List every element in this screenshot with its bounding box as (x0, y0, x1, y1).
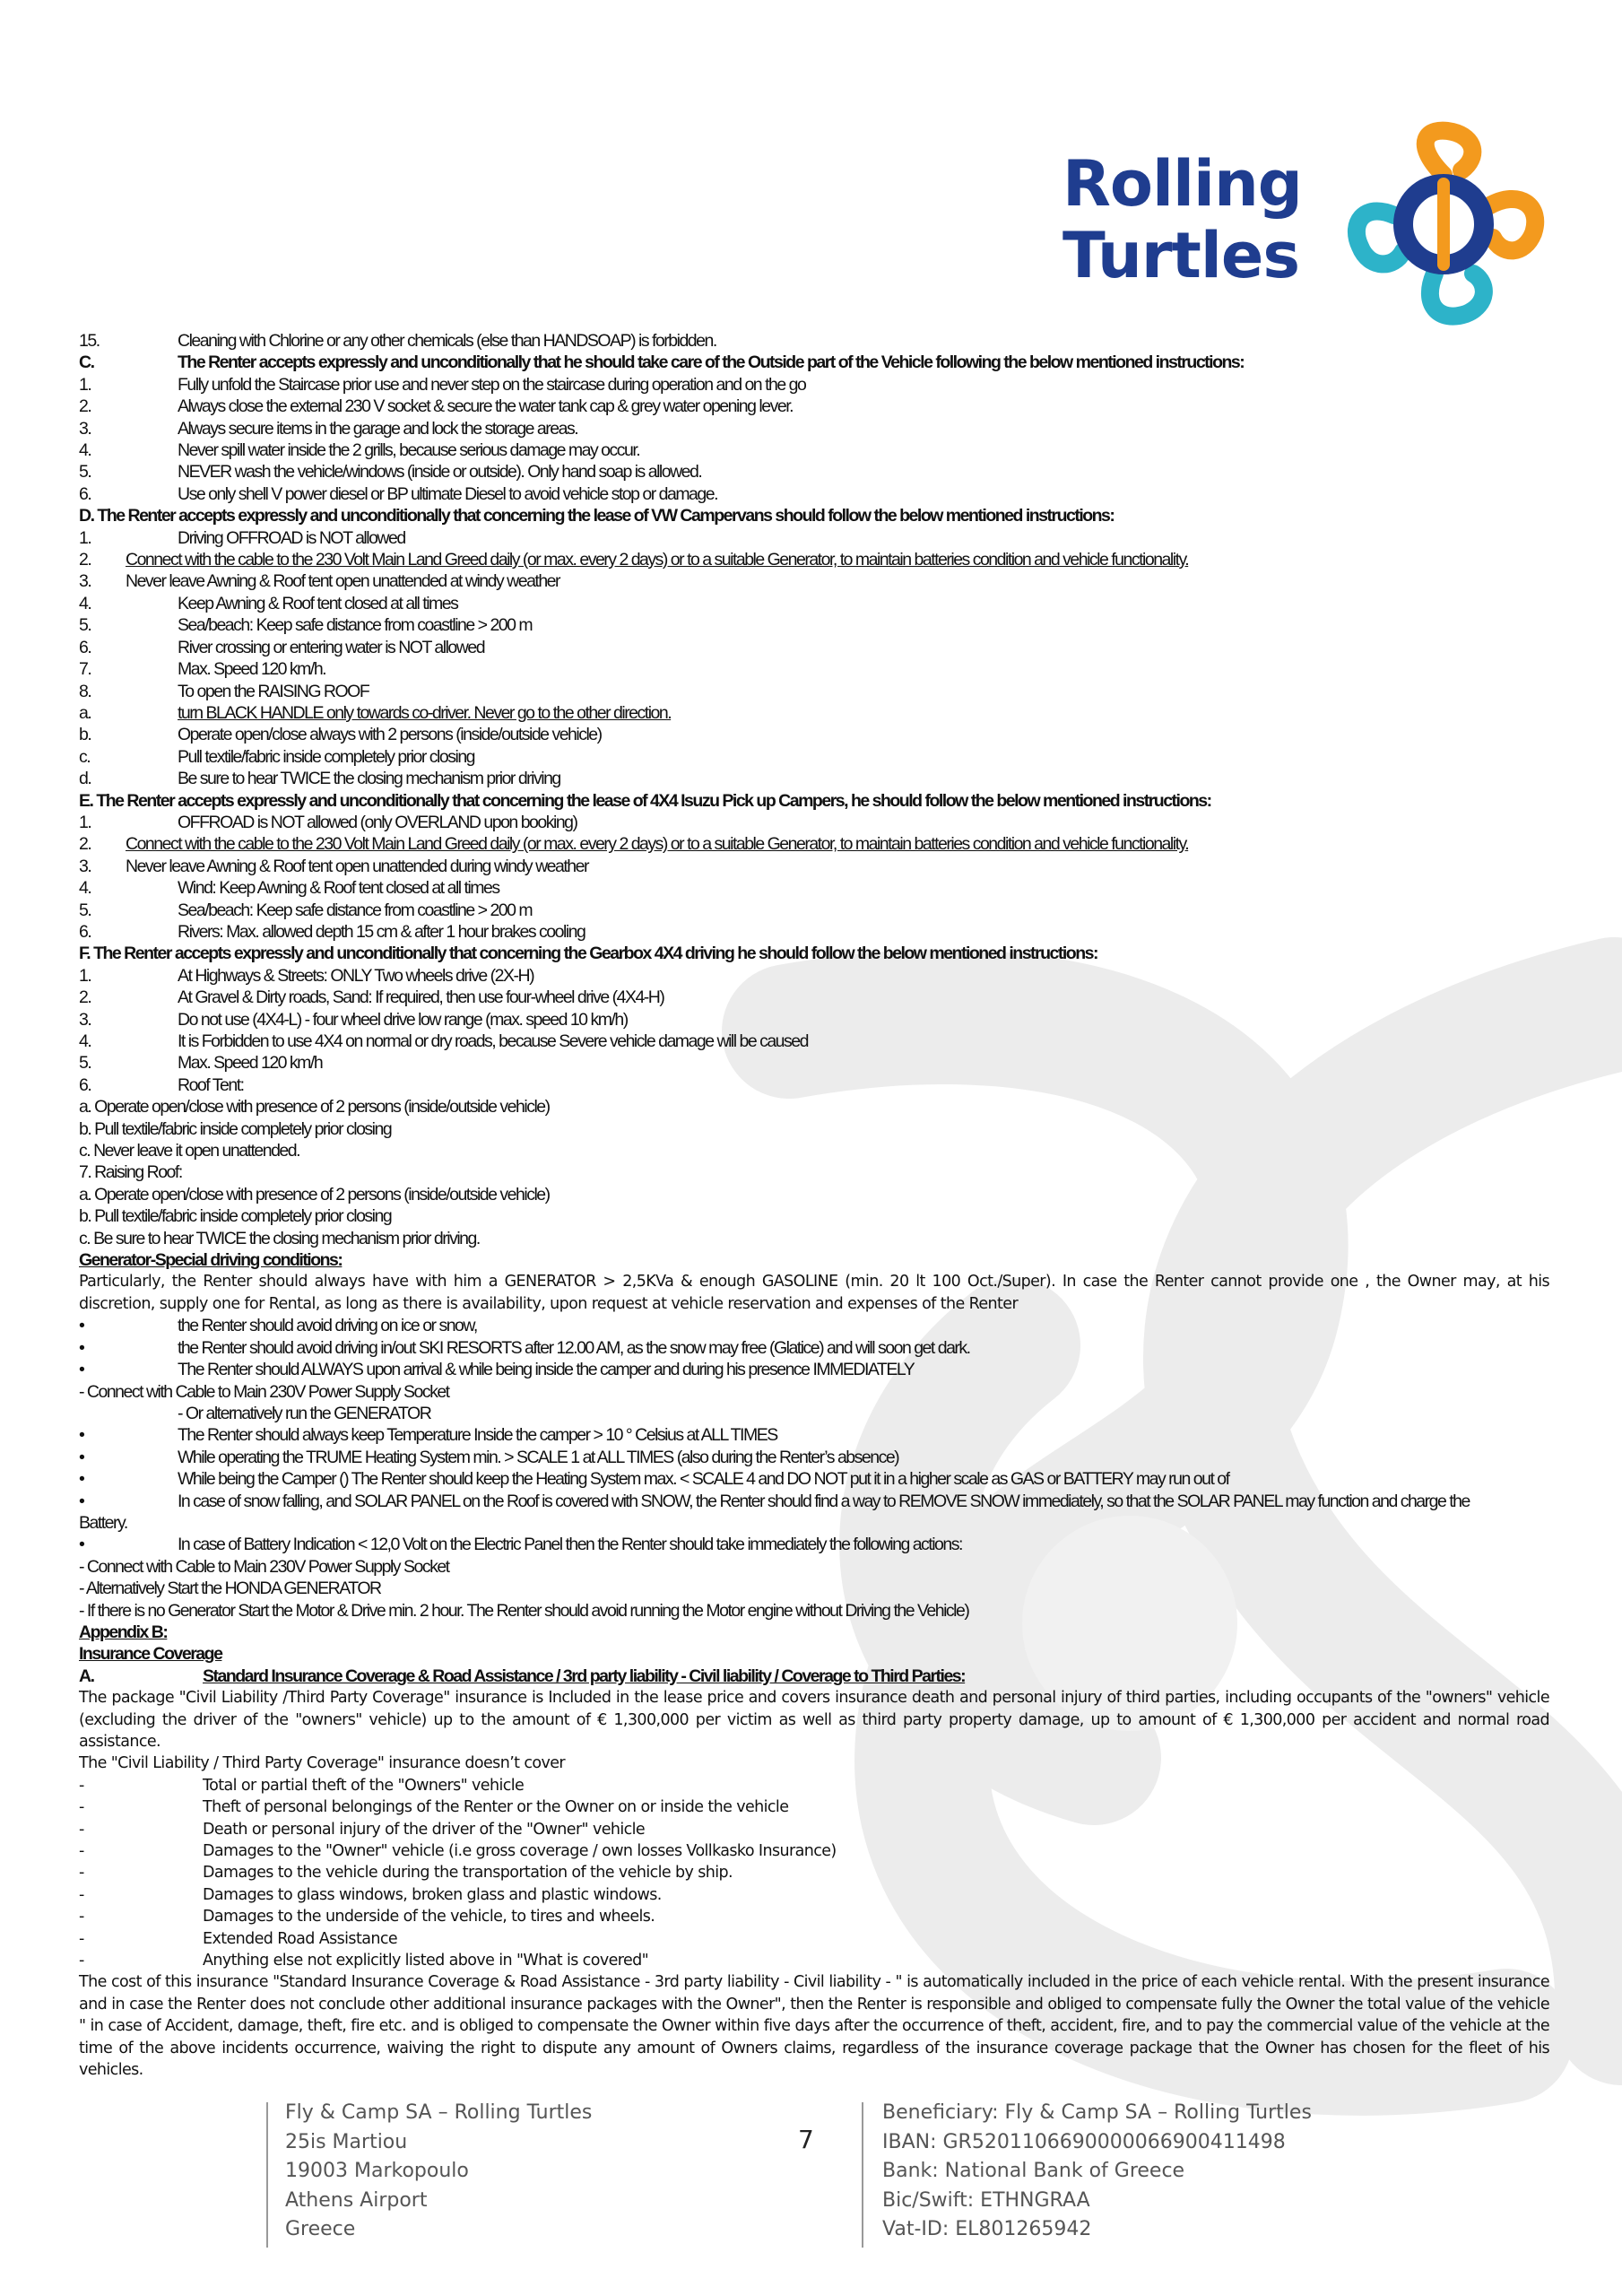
footer-country: Greece (285, 2218, 356, 2240)
clause-text: - Connect with Cable to Main 230V Power Supply Socket (79, 1556, 449, 1577)
footer-beneficiary: Beneficiary: Fly & Camp SA – Rolling Turtles (882, 2101, 1312, 2124)
clause-line (79, 987, 1549, 1008)
clause-line (79, 549, 1549, 570)
clause-line (79, 505, 1549, 526)
clause-line (79, 1161, 1549, 1183)
clause-number: • (79, 1425, 84, 1446)
clause-line (79, 900, 1549, 921)
clause-line (79, 1468, 1549, 1490)
clause-number: 2. (79, 987, 91, 1008)
clause-text: 7. Raising Roof: (79, 1162, 182, 1183)
clause-text: Operate open/close always with 2 persons (inside/outside vehicle) (178, 725, 602, 745)
exclusion-dash: - (79, 1952, 84, 1970)
clause-number: • (79, 1535, 84, 1555)
insurance-heading-text: Standard Insurance Coverage & Road Assistance / 3rd party liability - Civil liability / Coverage to Third Parties: (203, 1665, 966, 1686)
clause-text: The Renter should ALWAYS upon arrival & while being inside the camper and during his presence IMMEDIATELY (178, 1360, 915, 1380)
clause-line (79, 1403, 1549, 1424)
clause-line (79, 330, 1549, 352)
clause-text: In case of snow falling, and SOLAR PANEL on the Roof is covered with SNOW, the Renter should find a way to REMOVE SNOW immediately, so that the SOLAR PANEL may function and charge the (178, 1491, 1470, 1511)
clause-number: 6. (79, 637, 91, 657)
clause-line (79, 1600, 1549, 1622)
clause-number: 1. (79, 527, 91, 548)
clause-line (79, 1643, 1549, 1665)
exclusion-item (79, 1928, 1549, 1950)
clause-number: 6. (79, 483, 91, 504)
clause-line (79, 483, 1549, 505)
clause-text: - Connect with Cable to Main 230V Power Supply Socket (79, 1381, 449, 1402)
clause-text: Cleaning with Chlorine or any other chemicals (else than HANDSOAP) is forbidden. (178, 331, 716, 351)
clause-text: To open the RAISING ROOF (178, 681, 369, 701)
clause-line (79, 746, 1549, 768)
insurance-heading-letter: A. (79, 1665, 94, 1686)
clause-number: 7. (79, 659, 91, 680)
logo-line-1: Rolling (1063, 147, 1302, 221)
clause-line (79, 965, 1549, 987)
clause-number: 15. (79, 331, 100, 351)
clause-text: While being the Camper () The Renter should keep the Heating System max. < SCALE 4 and DO NOT put it in a higher scale as GAS or BATTERY may run out of (178, 1469, 1229, 1490)
clause-line (79, 352, 1549, 373)
clause-number: c. (79, 746, 91, 767)
clause-line (79, 658, 1549, 680)
clause-number: 1. (79, 374, 91, 395)
clause-text: River crossing or entering water is NOT allowed (178, 637, 485, 657)
clause-text: Generator-Special driving conditions: (79, 1250, 343, 1271)
clause-line (79, 1534, 1549, 1555)
exclusion-item (79, 1950, 1549, 1971)
exclusion-text: Damages to the "Owner" vehicle (i.e gross coverage / own losses Vollkasko Insurance) (203, 1842, 837, 1861)
clause-line (79, 637, 1549, 658)
clause-text: turn BLACK HANDLE only towards co-driver. Never go to the other direction. (178, 702, 672, 723)
clause-number: a. (79, 702, 91, 723)
clause-line (79, 681, 1549, 702)
clause-number: • (79, 1447, 84, 1467)
clause-number: 6. (79, 1074, 91, 1095)
clause-line (79, 724, 1549, 745)
clause-line (79, 1052, 1549, 1074)
insurance-heading (79, 1665, 1549, 1687)
clause-text: Never leave Awning & Roof tent open unattended during windy weather (126, 856, 588, 876)
clause-number: 5. (79, 1053, 91, 1074)
footer-street: 25is Martiou (285, 2130, 408, 2153)
footer-bank: Bank: National Bank of Greece (882, 2160, 1185, 2182)
clause-text: - If there is no Generator Start the Motor & Drive min. 2 hour. The Renter should avoid running the Motor engine without Driving the Vehicle) (79, 1600, 969, 1621)
footer-iban: IBAN: GR5201106690000066900411498 (882, 2130, 1286, 2153)
clause-text: Roof Tent: (178, 1074, 244, 1095)
clause-number: 3. (79, 1009, 91, 1030)
clause-text: OFFROAD is NOT allowed (only OVERLAND upon booking) (178, 812, 577, 832)
clause-line (79, 1359, 1549, 1380)
clause-text: Fully unfold the Staircase prior use and never step on the staircase during operation and on the go (178, 374, 806, 395)
clause-number: 1. (79, 965, 91, 986)
clause-number: • (79, 1360, 84, 1380)
clause-text: Pull textile/fabric inside completely prior closing (178, 746, 475, 767)
clause-line (79, 1096, 1549, 1118)
clause-line (79, 1337, 1549, 1359)
clause-text: It is Forbidden to use 4X4 on normal or dry roads, because Severe vehicle damage will be caused (178, 1031, 808, 1051)
clause-text: While operating the TRUME Heating System min. > SCALE 1 at ALL TIMES (also during the Renter’s absence) (178, 1447, 899, 1467)
clause-number: 3. (79, 856, 91, 876)
clause-number: 6. (79, 921, 91, 942)
clause-text: Be sure to hear TWICE the closing mechanism prior driving (178, 769, 560, 789)
clause-text: Connect with the cable to the 230 Volt Main Land Greed daily (or max. every 2 days) or to a suitable Generator, to maintain batteries condition and vehicle functionality. (126, 550, 1189, 570)
clause-number: • (79, 1469, 84, 1490)
footer-company: Fly & Camp SA – Rolling Turtles (285, 2101, 593, 2124)
clause-number: • (79, 1491, 84, 1511)
insurance-cost-paragraph: The cost of this insurance "Standard Insurance Coverage & Road Assistance - 3rd party liability - Civil liability - " is automatically included in the price of each vehicle rental. With the present insurance and in case the Renter does not conclude other additional insurance packages with the Owner", then the Renter is responsible and obliged to compensate fully the Owner the total value of the vehicle " in case of Accident, damage, theft, fire etc. and is obliged to compensate the Owner within five days after the occurrence of theft, accident, fire, and to pay the commercial value of the vehicle at the time of the above incidents occurrence, waiving the right to dispute any amount of Owners claims, regardless of the insurance coverage package that the Owner has chosen for the fleet of his vehicles. (79, 1973, 1549, 2080)
clause-line (79, 461, 1549, 483)
exclusion-item (79, 1884, 1549, 1906)
exclusion-dash: - (79, 1776, 84, 1795)
clause-line (79, 833, 1549, 855)
clause-text: a. Operate open/close with presence of 2 persons (inside/outside vehicle) (79, 1097, 550, 1118)
clause-number: b. (79, 725, 91, 745)
clause-number: • (79, 1337, 84, 1358)
clause-line (79, 1491, 1549, 1512)
brand-logo (1063, 121, 1565, 327)
clause-text: - Alternatively Start the HONDA GENERATOR (79, 1578, 381, 1599)
clause-number: 5. (79, 462, 91, 483)
clause-text: Sea/beach: Keep safe distance from coastline > 200 m (178, 615, 533, 636)
clause-number: 5. (79, 615, 91, 636)
clause-text: Max. Speed 120 km/h. (178, 659, 326, 680)
clause-line (79, 418, 1549, 439)
clause-text: Always secure items in the garage and lock the storage areas. (178, 418, 578, 439)
exclusion-text: Extended Road Assistance (203, 1929, 398, 1948)
clause-number: 4. (79, 440, 91, 461)
exclusion-dash: - (79, 1864, 84, 1883)
exclusion-item (79, 1840, 1549, 1862)
clause-line (79, 396, 1549, 417)
clause-text: Battery. (79, 1512, 127, 1533)
clause-line (79, 1031, 1549, 1052)
clause-line (79, 1184, 1549, 1205)
clause-line (79, 1424, 1549, 1446)
exclusion-dash: - (79, 1929, 84, 1948)
footer-bank-details (882, 2099, 1312, 2245)
footer-divider-right (862, 2102, 863, 2248)
clause-text: Keep Awning & Roof tent closed at all times (178, 593, 458, 613)
clause-line (79, 1271, 1549, 1315)
clause-line (79, 790, 1549, 812)
clause-text: b. Pull textile/fabric inside completely prior closing (79, 1206, 392, 1227)
clause-line (79, 812, 1549, 833)
page-footer (0, 2099, 1622, 2260)
clause-line (79, 1228, 1549, 1249)
clause-line (79, 702, 1549, 724)
clause-text: a. Operate open/close with presence of 2 persons (inside/outside vehicle) (79, 1184, 550, 1205)
clause-number: 2. (79, 834, 91, 855)
exclusion-text: Death or personal injury of the driver of the "Owner" vehicle (203, 1820, 646, 1839)
exclusion-text: Damages to the vehicle during the transportation of the vehicle by ship. (203, 1864, 733, 1883)
clause-text: The Renter should always keep Temperature Inside the camper > 10 ° Celsius at ALL TIMES (178, 1425, 777, 1446)
clause-text: F. The Renter accepts expressly and unconditionally that concerning the Gearbox 4X4 driving he should follow the below mentioned instructions: (79, 944, 1097, 964)
clause-line (79, 943, 1549, 964)
clause-line (79, 570, 1549, 592)
clause-line (79, 614, 1549, 636)
footer-vat: Vat-ID: EL801265942 (882, 2218, 1092, 2240)
clause-text: D. The Renter accepts expressly and unconditionally that concerning the lease of VW Campervans should follow the below mentioned instructions: (79, 506, 1115, 526)
clause-number: 2. (79, 550, 91, 570)
clause-line (79, 1118, 1549, 1140)
exclusion-dash: - (79, 1842, 84, 1861)
clause-line (79, 1578, 1549, 1599)
exclusion-item (79, 1862, 1549, 1883)
clause-number: 4. (79, 593, 91, 613)
footer-company-address (285, 2099, 592, 2245)
clause-text: c. Never leave it open unattended. (79, 1141, 300, 1161)
clause-line (79, 527, 1549, 549)
footer-swift: Bic/Swift: ETHNGRAA (882, 2188, 1090, 2212)
clause-number: 3. (79, 418, 91, 439)
exclusion-dash: - (79, 1798, 84, 1817)
exclusion-text: Theft of personal belongings of the Renter or the Owner on or inside the vehicle (203, 1798, 789, 1817)
clause-text: Never leave Awning & Roof tent open unattended at windy weather (126, 571, 560, 592)
page-number: 7 (798, 2125, 814, 2154)
clause-text: Sea/beach: Keep safe distance from coastline > 200 m (178, 900, 533, 920)
clause-line (79, 1447, 1549, 1468)
exclusion-item (79, 1775, 1549, 1796)
clause-number: 1. (79, 812, 91, 832)
clause-text: Rivers: Max. allowed depth 15 cm & after 1 hour brakes cooling (178, 921, 585, 942)
clause-number: 3. (79, 571, 91, 592)
clause-text: Connect with the cable to the 230 Volt Main Land Greed daily (or max. every 2 days) or to a suitable Generator, to maintain batteries condition and vehicle functionality. (126, 834, 1189, 855)
clause-text: Do not use (4X4-L) - four wheel drive low range (max. speed 10 km/h) (178, 1009, 628, 1030)
exclusion-dash: - (79, 1885, 84, 1904)
clause-text: The Renter accepts expressly and unconditionally that he should take care of the Outside part of the Vehicle following the below mentioned instructions: (178, 352, 1245, 373)
exclusion-dash: - (79, 1908, 84, 1926)
clause-number: 4. (79, 1031, 91, 1051)
clause-line (79, 1140, 1549, 1161)
logo-line-2: Turtles (1063, 219, 1300, 292)
clause-number: 4. (79, 878, 91, 899)
clause-text: Driving OFFROAD is NOT allowed (178, 527, 405, 548)
clause-number: 2. (79, 396, 91, 417)
clause-text: NEVER wash the vehicle/windows (inside or outside). Only hand soap is allowed. (178, 462, 702, 483)
clause-line (79, 877, 1549, 899)
clause-text: Particularly, the Renter should always have with him a GENERATOR > 2,5KVa & enough GASOLINE (min. 20 lt 100 Oct./Super). In case the Renter cannot provide one , the Owner may, at his discretion, supply one for Rental, as long as there is availability, upon request at vehicle reservation and expenses of the Renter (79, 1273, 1549, 1313)
document-body (79, 330, 1549, 2082)
logo-wordmark (1063, 148, 1331, 291)
clause-line (79, 1205, 1549, 1227)
footer-airport: Athens Airport (285, 2188, 428, 2212)
clause-line (79, 374, 1549, 396)
clause-text: Appendix B: (79, 1622, 168, 1642)
clause-line (79, 1556, 1549, 1578)
footer-city: 19003 Markopoulo (285, 2160, 469, 2182)
clause-line (79, 1315, 1549, 1336)
exclusion-item (79, 1906, 1549, 1927)
clause-text: Use only shell V power diesel or BP ultimate Diesel to avoid vehicle stop or damage. (178, 483, 718, 504)
insurance-not-cover-line (79, 1752, 1549, 1774)
clause-line (79, 1381, 1549, 1403)
clause-line (79, 593, 1549, 614)
clause-number: d. (79, 769, 91, 789)
clause-text: the Renter should avoid driving in/out SKI RESORTS after 12.00 AM, as the snow may free (Glatice) and will soon get dark. (178, 1337, 970, 1358)
clause-number: 5. (79, 900, 91, 920)
footer-divider-left (266, 2102, 268, 2248)
clause-text: Always close the external 230 V socket & secure the water tank cap & grey water opening lever. (178, 396, 794, 417)
exclusion-text: Total or partial theft of the "Owners" vehicle (203, 1776, 525, 1795)
clause-text: At Highways & Streets: ONLY Two wheels drive (2X-H) (178, 965, 534, 986)
clause-line (79, 1249, 1549, 1271)
clause-text: the Renter should avoid driving on ice or snow, (178, 1316, 477, 1336)
clause-line (79, 1074, 1549, 1096)
exclusion-item (79, 1796, 1549, 1818)
exclusion-text: Damages to glass windows, broken glass and plastic windows. (203, 1885, 662, 1904)
exclusion-text: Anything else not explicitly listed above in "What is covered" (203, 1952, 649, 1970)
exclusion-item (79, 1819, 1549, 1840)
clause-line (79, 856, 1549, 877)
clause-text: - Or alternatively run the GENERATOR (178, 1403, 431, 1423)
clause-text: Insurance Coverage (79, 1644, 222, 1665)
clause-text: Max. Speed 120 km/h (178, 1053, 323, 1074)
clause-text: b. Pull textile/fabric inside completely prior closing (79, 1118, 392, 1139)
insurance-not-cover-text: The "Civil Liability / Third Party Coverage" insurance doesn’t cover (79, 1754, 566, 1773)
insurance-paragraph: The package "Civil Liability /Third Party Coverage" insurance is Included in the lease price and covers insurance death and personal injury of third parties, including occupants of the "owners" vehicle (excluding the driver of the "owners" vehicle) up to the amount of € 1,300,000 per victim as well as third party property damage, up to amount of € 1,300,000 per accident and normal road assistance. (79, 1689, 1549, 1751)
exclusion-dash: - (79, 1820, 84, 1839)
clause-line (79, 1512, 1549, 1534)
clause-line (79, 921, 1549, 943)
clause-line (79, 768, 1549, 789)
clause-text: At Gravel & Dirty roads, Sand: If required, then use four-wheel drive (4X4-H) (178, 987, 664, 1008)
clause-text: c. Be sure to hear TWICE the closing mechanism prior driving. (79, 1228, 480, 1248)
clause-text: Wind: Keep Awning & Roof tent closed at all times (178, 878, 499, 899)
exclusion-text: Damages to the underside of the vehicle, to tires and wheels. (203, 1908, 655, 1926)
clause-line (79, 439, 1549, 461)
clause-text: Never spill water inside the 2 grills, because serious damage may occur. (178, 440, 640, 461)
turtle-logo-icon (1340, 121, 1547, 327)
clause-text: E. The Renter accepts expressly and unconditionally that concerning the lease of 4X4 Isuzu Pick up Campers, he should follow the below mentioned instructions: (79, 790, 1211, 811)
clause-number: 8. (79, 681, 91, 701)
clause-line (79, 1009, 1549, 1031)
clause-number: C. (79, 352, 94, 373)
clause-number: • (79, 1316, 84, 1336)
clause-text: In case of Battery Indication < 12,0 Volt on the Electric Panel then the Renter should take immediately the following actions: (178, 1535, 962, 1555)
clause-line (79, 1622, 1549, 1643)
